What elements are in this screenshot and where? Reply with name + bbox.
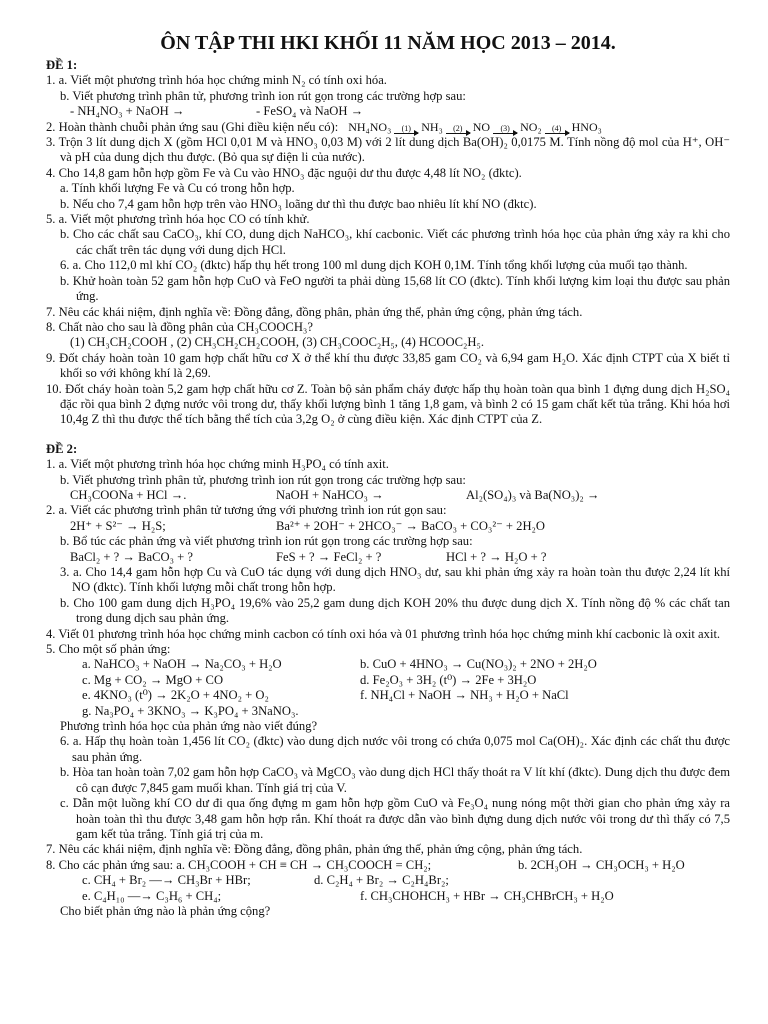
de1-q9: 9. Đốt cháy hoàn toàn 10 gam hợp chất hữu cơ X ở thể khí thu được 33,85 gam CO₂ và 6,94 gam H₂O. Xác định CTPT của X biết tỉ khối so với không khí là 2,69. bbox=[46, 350, 730, 381]
de1-q1a: 1. a. Viết một phương trình hóa học chứng minh N₂ có tính oxi hóa. bbox=[46, 73, 387, 88]
de2-q8b: b. 2CH₃OH → CH₃OCH₃ + H₂O bbox=[518, 857, 685, 872]
de2-q2a: 2. a. Viết các phương trình phân tử tương ứng với phương trình ion rút gọn sau: bbox=[46, 503, 447, 518]
de1-q6b: b. Khử hoàn toàn 52 gam hỗn hợp CuO và FeO người ta phải dùng 15,68 lít CO (đktc). Tính khối lượng kim loại thu được sau phản ứng. bbox=[60, 273, 730, 304]
de2-q5c: c. Mg + CO₂ → MgO + CO bbox=[82, 672, 224, 687]
de2-heading: ĐỀ 2: bbox=[46, 441, 78, 456]
de2-q1b: b. Viết phương trình phân tử, phương trình ion rút gọn trong các trường hợp sau: bbox=[60, 472, 466, 487]
de2-q8f: f. CH₃CHOHCH₃ + HBr → CH₃CHBrCH₃ + H₂O bbox=[360, 888, 614, 903]
de1-q1b: b. Viết phương trình phân tử, phương trình ion rút gọn trong các trường hợp sau: bbox=[60, 88, 466, 103]
de2-q5b: b. CuO + 4HNO₃ → Cu(NO₃)₂ + 2NO + 2H₂O bbox=[360, 657, 597, 672]
de1-q8: 8. Chất nào cho sau là đồng phân của CH₃COOCH₃? bbox=[46, 319, 313, 334]
page-title: ÔN TẬP THI HKI KHỐI 11 NĂM HỌC 2013 – 2014. bbox=[160, 32, 616, 54]
de2-q2b-1: BaCl₂ + ? → BaCO₃ + ? bbox=[70, 549, 194, 564]
de1-q10: 10. Đốt cháy hoàn toàn 5,2 gam hợp chất hữu cơ Z. Toàn bộ sản phẩm cháy được hấp thụ hoàn toàn qua bình 1 đựng dung dịch H₂SO₄ đặc rồi qua bình 2 đựng nước vôi trong dư, thấy khối lượng bình 1 tăng 1,8 gam, và bình 2 có 15 gam chất kết tủa trắng. Khi hóa hơi 10,4g Z thì thu được thể tích bằng thể tích của 3,2g O₂ ở cùng điều kiện. Xác định CTPT của Z. bbox=[46, 381, 730, 427]
de1-heading: ĐỀ 1: bbox=[46, 58, 78, 72]
de2-q6a: 6. a. Hấp thụ hoàn toàn 1,456 lít CO₂ (đktc) vào dung dịch nước vôi trong có chứa 0,075 mol Ca(OH)₂. Xác định các chất thu được sau phản ứng. bbox=[60, 734, 730, 764]
reaction-chain bbox=[348, 120, 602, 135]
de2-q1b-items bbox=[46, 488, 730, 503]
de2-q8-row1 bbox=[46, 858, 730, 873]
de2-q7: 7. Nêu các khái niệm, định nghĩa về: Đồng đẳng, đồng phân, phản ứng thế, phản ứng cộng, phản ứng tách. bbox=[46, 842, 583, 857]
de2-q2a-1: 2H⁺ + S²⁻ → H₂S; bbox=[70, 518, 166, 533]
de2-q8-question: Cho biết phản ứng nào là phản ứng cộng? bbox=[60, 903, 271, 918]
chain-item: NH₄NO₃ bbox=[348, 119, 392, 134]
de2-q5-row2 bbox=[46, 673, 730, 688]
de2-q8e: e. C₄H₁₀ —→ C₃H₆ + CH₄; bbox=[82, 888, 222, 903]
de1-q1b-items bbox=[46, 104, 730, 119]
de2-q3a: 3. a. Cho 14,4 gam hỗn hợp Cu và CuO tác dụng với dung dịch HNO₃ dư, sau khi phản ứng xảy ra hoàn toàn thu được 2,24 lít khí NO (đktc). Tính khối lượng mỗi chất trong hỗn hợp. bbox=[60, 565, 730, 595]
de2-q1b-2: NaOH + NaHCO₃ → bbox=[276, 487, 384, 502]
chain-item: HNO₃ bbox=[571, 119, 602, 134]
de1-q5a: 5. a. Viết một phương trình hóa học CO có tính khử. bbox=[46, 212, 310, 227]
de2-q5a: a. NaHCO₃ + NaOH → Na₂CO₃ + H₂O bbox=[82, 657, 282, 672]
de2-q5g: g. Na₃PO₄ + 3KNO₃ → K₃PO₄ + 3NaNO₃. bbox=[82, 703, 299, 718]
de2-q2b-items bbox=[46, 550, 730, 565]
de2-q2b-2: FeS + ? → FeCl₂ + ? bbox=[276, 549, 382, 564]
de1-q6a: 6. a. Cho 112,0 ml khí CO₂ (đktc) hấp thụ hết trong 100 ml dung dịch KOH 0,1M. Tính tổng khối lượng của muối tạo thành. bbox=[60, 258, 688, 273]
chain-arrow: (3) bbox=[493, 126, 517, 134]
de1-q1b-2: - FeSO₄ và NaOH → bbox=[256, 104, 364, 119]
de1-q2-text: 2. Hoàn thành chuỗi phản ứng sau (Ghi điều kiện nếu có): bbox=[46, 119, 339, 134]
chain-arrow: (4) bbox=[545, 126, 569, 134]
de2-q6b: b. Hòa tan hoàn toàn 7,02 gam hỗn hợp CaCO₃ và MgCO₃ vào dung dịch HCl thấy thoát ra V lít khí (đktc). Dung dịch thu được đem cô cạn được 7,845 gam muối khan. Tính giá trị của V. bbox=[60, 765, 730, 795]
de2-q4: 4. Viết 01 phương trình hóa học chứng minh cacbon có tính oxi hóa và 01 phương trình hóa học chứng minh khí cacbonic là oxit axit. bbox=[46, 626, 721, 641]
de1-q4: 4. Cho 14,8 gam hỗn hợp gồm Fe và Cu vào HNO₃ đặc nguội dư thu được 4,48 lít NO₂ (đktc). bbox=[46, 165, 522, 180]
de2-q5d: d. Fe₂O₃ + 3H₂ (t⁰) → 2Fe + 3H₂O bbox=[360, 672, 537, 687]
de2-q8c: c. CH₄ + Br₂ —→ CH₃Br + HBr; bbox=[82, 873, 251, 888]
de2-q5-question: Phương trình hóa học của phản ứng nào viết đúng? bbox=[60, 719, 318, 734]
chain-item: NO bbox=[472, 119, 491, 134]
de2-q3b: b. Cho 100 gam dung dịch H₃PO₄ 19,6% vào 25,2 gam dung dịch KOH 20% thu được dung dịch X. Tính nồng độ % các chất tan trong dung dịch sau phản ứng. bbox=[60, 595, 730, 626]
de2-q5f: f. NH₄Cl + NaOH → NH₃ + H₂O + NaCl bbox=[360, 688, 569, 703]
chain-item: NH₃ bbox=[421, 119, 443, 134]
de2-q6c: c. Dẫn một luồng khí CO dư đi qua ống đựng m gam hỗn hợp gồm CuO và Fe₃O₄ nung nóng một thời gian cho phản ứng xảy ra hoàn toàn thì thu được 3,48 gam hỗn hợp rắn. Khí thoát ra được dẫn vào bình đựng dung dịch nước vôi trong dư thì thấy có 7,5 gam kết tủa trắng. Tính giá trị của m. bbox=[60, 796, 730, 841]
de2-q8d: d. C₂H₄ + Br₂ → C₂H₄Br₂; bbox=[314, 873, 449, 888]
de1-q4a: a. Tính khối lượng Fe và Cu có trong hỗn hợp. bbox=[60, 181, 295, 196]
de2-q8-row3 bbox=[46, 889, 730, 904]
de1-q2 bbox=[46, 120, 730, 135]
de2-q1b-1: CH₃COONa + HCl →. bbox=[70, 487, 187, 502]
de2-q2b-3: HCl + ? → H₂O + ? bbox=[446, 549, 547, 564]
de2-q2b: b. Bổ túc các phản ứng và viết phương trình ion rút gọn trong các trường hợp sau: bbox=[60, 534, 473, 549]
de2-q8a: 8. Cho các phản ứng sau: a. CH₃COOH + CH ≡ CH → CH₃COOCH = CH₂; bbox=[46, 857, 432, 872]
de2-q2a-2: Ba²⁺ + 2OH⁻ + 2HCO₃⁻ → BaCO₃ + CO₃²⁻ + 2H₂O bbox=[276, 518, 546, 533]
chain-arrow: (1) bbox=[394, 126, 418, 134]
de2-q1b-3: Al₂(SO₄)₃ và Ba(NO₃)₂ → bbox=[466, 487, 600, 502]
de1-q3: 3. Trộn 3 lít dung dịch X (gồm HCl 0,01 M và HNO₃ 0,03 M) với 2 lít dung dịch Ba(OH)₂ 0,0175 M. Tính nồng độ mol của H⁺, OH⁻ và pH của dung dịch thu được. (Bỏ qua sự điện li của nước). bbox=[46, 135, 730, 165]
de2-q5e: e. 4KNO₃ (t⁰) → 2K₂O + 4NO₂ + O₂ bbox=[82, 688, 269, 703]
de1-q5b: b. Cho các chất sau CaCO₃, khí CO, dung dịch NaHCO₃, khí cacbonic. Viết các phương trình hóa học của phản ứng xảy ra khi cho các chất trên tác dụng với dung dịch HCl. bbox=[60, 227, 730, 257]
de2-q5: 5. Cho một số phản ứng: bbox=[46, 642, 171, 657]
de2-q1a: 1. a. Viết một phương trình hóa học chứng minh H₃PO₄ có tính axit. bbox=[46, 457, 389, 472]
chain-item: NO₂ bbox=[520, 119, 542, 134]
de2-q8-row2 bbox=[46, 873, 730, 888]
de1-q4b: b. Nếu cho 7,4 gam hỗn hợp trên vào HNO₃ loãng dư thì thu được bao nhiêu lít khí NO (đktc). bbox=[60, 196, 537, 211]
de1-q7: 7. Nêu các khái niệm, định nghĩa về: Đồng đẳng, đồng phân, phản ứng thế, phản ứng cộng, phản ứng tách. bbox=[46, 304, 583, 319]
chain-arrow: (2) bbox=[446, 126, 470, 134]
de2-q2a-items bbox=[46, 519, 730, 534]
de2-q5-row3 bbox=[46, 688, 730, 703]
de2-q5-row1 bbox=[46, 657, 730, 672]
de1-q1b-1: - NH₄NO₃ + NaOH → bbox=[70, 104, 185, 119]
de1-q8-options: (1) CH₃CH₂COOH , (2) CH₃CH₂CH₂COOH, (3) CH₃COOC₂H₅, (4) HCOOC₂H₅. bbox=[70, 335, 485, 350]
